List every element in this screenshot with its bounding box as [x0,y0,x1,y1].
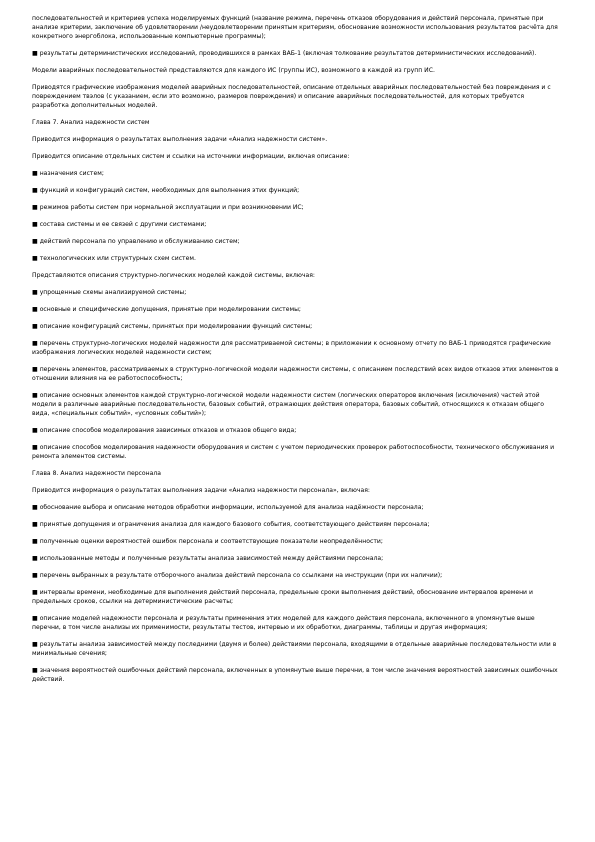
bullet-item: ■ описание основных элементов каждой структурно-логической модели надежности систем (логических операторов включения (исключения) частей этой модели в различные аварийные последовательности, базовых событий, отражающих действия оператора, базовых событий, относящихся к отказам общего вида, «специальных событий», «условных событий»); [32,392,544,417]
bullet-item: ■ полученные оценки вероятностей ошибок персонала и соответствующие показатели неопределённости; [32,538,383,545]
bullet-item: ■ перечень элементов, рассматриваемых в структурно-логической модели надежности системы, с описанием последствий всех видов отказов этих элементов в отношении влияния на ее работоспособность; [32,366,559,382]
paragraph: последовательностей и критериев успеха моделируемых функций (название режима, перечень отказов оборудования и действий персонала, принятые при анализе критерии, заключение об удовлетворении /неудовлетворении принятым критериям, обоснование возможности использования результатов расчёта для конкретного энергоблока, использованные компьютерные программы); [32,15,558,40]
bullet-item: ■ обоснование выбора и описание методов обработки информации, используемой для анализа надёжности персонала; [32,504,424,511]
paragraph: Приводится информация о результатах выполнения задачи «Анализ надежности персонала», включая: [32,487,370,494]
bullet-item: ■ перечень структурно-логических моделей надежности для рассматриваемой системы; в приложении к основному отчету по ВАБ-1 приводятся графические изображения логических моделей надежности систем; [32,340,551,356]
paragraph: Приводятся графические изображения моделей аварийных последовательностей, описание отдельных аварийных последовательностей без повреждения и с повреждением твэлов (с указанием, если это возможно, размеров повреждения) и описание аварийных последовательностей, для которых требуется разработка дополнительных моделей. [32,84,551,109]
bullet-item: ■ назначения систем; [32,170,104,177]
paragraph: Модели аварийных последовательностей представляются для каждого ИС (группы ИС), возможного в каждой из групп ИС. [32,67,435,74]
bullet-item: ■ режимов работы систем при нормальной эксплуатации и при возникновении ИС; [32,204,304,211]
bullet-item: ■ описание конфигураций системы, принятых при моделировании функций системы; [32,323,313,330]
bullet-item: ■ описание моделей надежности персонала и результаты применения этих моделей для каждого действия персонала, включенного в упомянутые выше перечни, в том числе анализы их применимости, результаты тестов, интервью и их обработки, диаграммы, таблицы и другая информация; [32,615,535,631]
bullet-item: ■ перечень выбранных в результате отборочного анализа действий персонала со ссылками на инструкции (при их наличии); [32,572,443,579]
chapter-7-heading: Глава 7. Анализ надежности систем [32,119,150,126]
bullet-item: ■ результаты детерминистических исследований, проводившихся в рамках ВАБ-1 (включая толкование результатов детерминистических исследований). [32,50,537,57]
bullet-item: ■ технологических или структурных схем систем. [32,255,196,262]
bullet-item: ■ интервалы времени, необходимые для выполнения действий персонала, предельные сроки выполнения действий, обоснование интервалов времени и предельных сроков, ссылки на детерминистические расчеты; [32,589,533,605]
bullet-item: ■ состава системы и ее связей с другими системами; [32,221,207,228]
bullet-item: ■ действий персонала по управлению и обслуживанию систем; [32,238,240,245]
chapter-8-heading: Глава 8. Анализ надежности персонала [32,470,161,477]
bullet-item: ■ основные и специфические допущения, принятые при моделировании системы; [32,306,301,313]
paragraph: Приводится описание отдельных систем и ссылки на источники информации, включая описание: [32,153,350,160]
bullet-item: ■ использованные методы и полученные результаты анализа зависимостей между действиями персонала; [32,555,384,562]
bullet-item: ■ значения вероятностей ошибочных действий персонала, включенных в упомянутые выше перечни, в том числе значения вероятностей зависимых ошибочных действий. [32,667,558,683]
bullet-item: ■ результаты анализа зависимостей между последними (двумя и более) действиями персонала, входящими в отдельные аварийные последовательности или в минимальные сечения; [32,641,557,657]
bullet-item: ■ описание способов моделирования зависимых отказов и отказов общего вида; [32,427,297,434]
paragraph: Представляются описания структурно-логических моделей каждой системы, включая: [32,272,315,279]
bullet-item: ■ функций и конфигураций систем, необходимых для выполнения этих функций; [32,187,300,194]
paragraph: Приводится информация о результатах выполнения задачи «Анализ надежности систем». [32,136,328,143]
bullet-item: ■ принятые допущения и ограничения анализа для каждого базового события, соответствующего действиям персонала; [32,521,430,528]
bullet-item: ■ описание способов моделирования надежности оборудования и систем с учетом периодических проверок работоспособности, технического обслуживания и ремонта элементов системы. [32,444,555,460]
bullet-item: ■ упрощенные схемы анализируемой системы; [32,289,187,296]
